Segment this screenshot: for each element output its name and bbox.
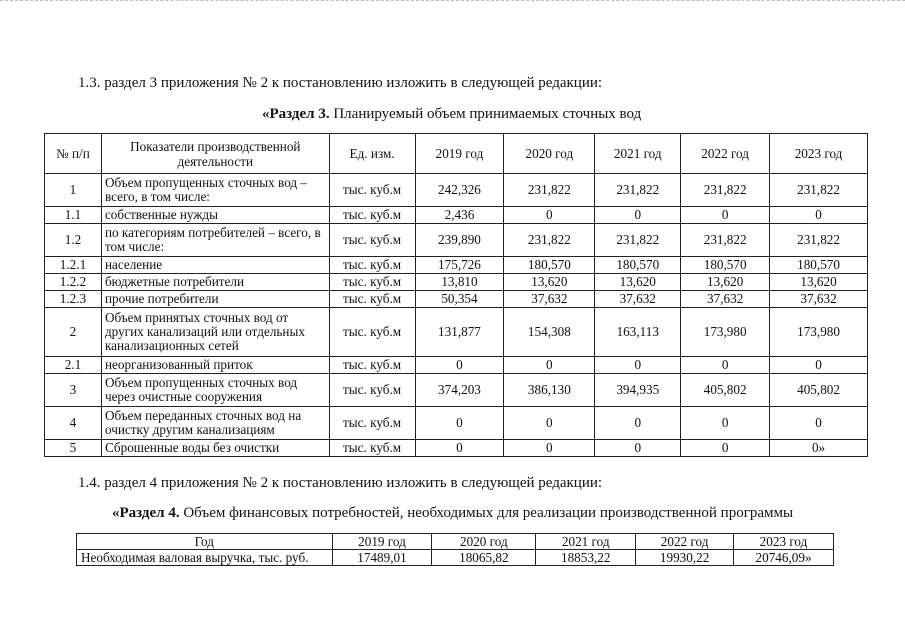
- value-2020: 13,620: [504, 274, 595, 291]
- value-2019: 175,726: [415, 257, 504, 274]
- row-number: 3: [45, 374, 102, 407]
- row-label: неорганизованный приток: [101, 357, 329, 374]
- row-unit: тыс. куб.м: [329, 274, 415, 291]
- table-row: [45, 291, 868, 308]
- value-2021: 0: [595, 440, 681, 457]
- value-2019: 0: [415, 440, 504, 457]
- value-2020: 0: [504, 440, 595, 457]
- table-row: [45, 224, 868, 257]
- value-2023: 231,822: [770, 174, 868, 207]
- value-2020: 0: [504, 357, 595, 374]
- table-row: [45, 274, 868, 291]
- header-cell: 2020 год: [504, 134, 595, 174]
- value-2022: 19930,22: [636, 550, 734, 566]
- header-cell: 2019 год: [415, 134, 504, 174]
- value-2023: 405,802: [770, 374, 868, 407]
- paragraph-1-3: 1.3. раздел 3 приложения № 2 к постановлению изложить в следующей редакции:: [78, 75, 603, 91]
- row-unit: тыс. куб.м: [329, 308, 415, 357]
- row-number: 1.1: [45, 207, 102, 224]
- table-header-row: [77, 534, 834, 550]
- value-2019: 374,203: [415, 374, 504, 407]
- row-number: 1: [45, 174, 102, 207]
- section-3-title: [262, 106, 641, 123]
- row-label: Объем принятых сточных вод от других канализаций или отдельных канализационных сетей: [101, 308, 329, 357]
- row-label: население: [101, 257, 329, 274]
- page-top-border: [0, 0, 905, 4]
- paragraph-1-4: 1.4. раздел 4 приложения № 2 к постановлению изложить в следующей редакции:: [78, 475, 603, 491]
- value-2022: 231,822: [681, 174, 770, 207]
- value-2022: 0: [681, 207, 770, 224]
- header-cell: Год: [77, 534, 333, 550]
- value-2022: 0: [681, 357, 770, 374]
- row-number: 1.2.3: [45, 291, 102, 308]
- row-label: Объем пропущенных сточных вод через очистные сооружения: [101, 374, 329, 407]
- value-2022: 231,822: [681, 224, 770, 257]
- table-row: [45, 374, 868, 407]
- value-2021: 163,113: [595, 308, 681, 357]
- row-unit: тыс. куб.м: [329, 174, 415, 207]
- table-row: [45, 357, 868, 374]
- value-2021: 0: [595, 357, 681, 374]
- row-number: 4: [45, 407, 102, 440]
- value-2023: 0: [770, 357, 868, 374]
- header-cell: 2023 год: [770, 134, 868, 174]
- value-2023: 37,632: [770, 291, 868, 308]
- row-unit: тыс. куб.м: [329, 207, 415, 224]
- row-label: по категориям потребителей – всего, в том числе:: [101, 224, 329, 257]
- value-2019: 239,890: [415, 224, 504, 257]
- value-2023: 0: [770, 407, 868, 440]
- section-3-table: [44, 133, 868, 457]
- header-cell: 2021 год: [536, 534, 636, 550]
- row-unit: тыс. куб.м: [329, 374, 415, 407]
- value-2021: 0: [595, 407, 681, 440]
- value-2022: 405,802: [681, 374, 770, 407]
- row-number: 1.2.1: [45, 257, 102, 274]
- header-cell: 2019 год: [332, 534, 432, 550]
- row-label: Объем пропущенных сточных вод – всего, в том числе:: [101, 174, 329, 207]
- table-row: [45, 308, 868, 357]
- value-2022: 180,570: [681, 257, 770, 274]
- row-number: 1.2: [45, 224, 102, 257]
- value-2022: 0: [681, 440, 770, 457]
- value-2023: 231,822: [770, 224, 868, 257]
- value-2022: 0: [681, 407, 770, 440]
- row-unit: тыс. куб.м: [329, 291, 415, 308]
- header-cell: № п/п: [45, 134, 102, 174]
- row-label: собственные нужды: [101, 207, 329, 224]
- value-2021: 231,822: [595, 174, 681, 207]
- value-2020: 386,130: [504, 374, 595, 407]
- value-2019: 242,326: [415, 174, 504, 207]
- row-label: Необходимая валовая выручка, тыс. руб.: [77, 550, 333, 566]
- table-row: [45, 440, 868, 457]
- value-2019: 2,436: [415, 207, 504, 224]
- value-2019: 17489,01: [332, 550, 432, 566]
- value-2022: 37,632: [681, 291, 770, 308]
- header-cell: 2021 год: [595, 134, 681, 174]
- header-cell: 2020 год: [432, 534, 536, 550]
- value-2020: 154,308: [504, 308, 595, 357]
- value-2021: 0: [595, 207, 681, 224]
- header-cell: Ед. изм.: [329, 134, 415, 174]
- table-row: [45, 407, 868, 440]
- value-2022: 13,620: [681, 274, 770, 291]
- value-2021: 394,935: [595, 374, 681, 407]
- header-cell: 2023 год: [734, 534, 834, 550]
- section-4-title-bold: «Раздел 4.: [112, 505, 180, 521]
- header-cell: Показатели производственной деятельности: [101, 134, 329, 174]
- section-4-table: [76, 533, 834, 566]
- row-unit: тыс. куб.м: [329, 440, 415, 457]
- section-3-title-bold: «Раздел 3.: [262, 106, 330, 122]
- row-label: Сброшенные воды без очистки: [101, 440, 329, 457]
- section-4-title: [112, 505, 793, 522]
- row-unit: тыс. куб.м: [329, 407, 415, 440]
- header-cell: 2022 год: [681, 134, 770, 174]
- table-row: [45, 174, 868, 207]
- table-row: [45, 207, 868, 224]
- table-header-row: [45, 134, 868, 174]
- value-2020: 0: [504, 407, 595, 440]
- table-row: [45, 257, 868, 274]
- value-2021: 37,632: [595, 291, 681, 308]
- value-2022: 173,980: [681, 308, 770, 357]
- section-3-title-text: Планируемый объем принимаемых сточных вод: [329, 106, 642, 122]
- row-number: 2.1: [45, 357, 102, 374]
- row-number: 5: [45, 440, 102, 457]
- row-label: бюджетные потребители: [101, 274, 329, 291]
- row-label: Объем переданных сточных вод на очистку другим канализациям: [101, 407, 329, 440]
- value-2023: 180,570: [770, 257, 868, 274]
- value-2020: 0: [504, 207, 595, 224]
- row-number: 1.2.2: [45, 274, 102, 291]
- value-2023: 13,620: [770, 274, 868, 291]
- value-2020: 18065,82: [432, 550, 536, 566]
- value-2021: 13,620: [595, 274, 681, 291]
- row-unit: тыс. куб.м: [329, 257, 415, 274]
- row-unit: тыс. куб.м: [329, 357, 415, 374]
- value-2019: 0: [415, 407, 504, 440]
- value-2021: 180,570: [595, 257, 681, 274]
- value-2020: 180,570: [504, 257, 595, 274]
- table-row: [77, 550, 834, 566]
- value-2021: 231,822: [595, 224, 681, 257]
- section-4-title-text: Объем финансовых потребностей, необходимых для реализации производственной программы: [179, 505, 794, 521]
- value-2023: 0: [770, 207, 868, 224]
- row-label: прочие потребители: [101, 291, 329, 308]
- value-2020: 231,822: [504, 174, 595, 207]
- value-2020: 37,632: [504, 291, 595, 308]
- value-2019: 13,810: [415, 274, 504, 291]
- value-2019: 0: [415, 357, 504, 374]
- value-2023: 20746,09»: [734, 550, 834, 566]
- value-2023: 173,980: [770, 308, 868, 357]
- value-2020: 231,822: [504, 224, 595, 257]
- header-cell: 2022 год: [636, 534, 734, 550]
- value-2019: 50,354: [415, 291, 504, 308]
- value-2019: 131,877: [415, 308, 504, 357]
- row-number: 2: [45, 308, 102, 357]
- value-2021: 18853,22: [536, 550, 636, 566]
- row-unit: тыс. куб.м: [329, 224, 415, 257]
- value-2023: 0»: [770, 440, 868, 457]
